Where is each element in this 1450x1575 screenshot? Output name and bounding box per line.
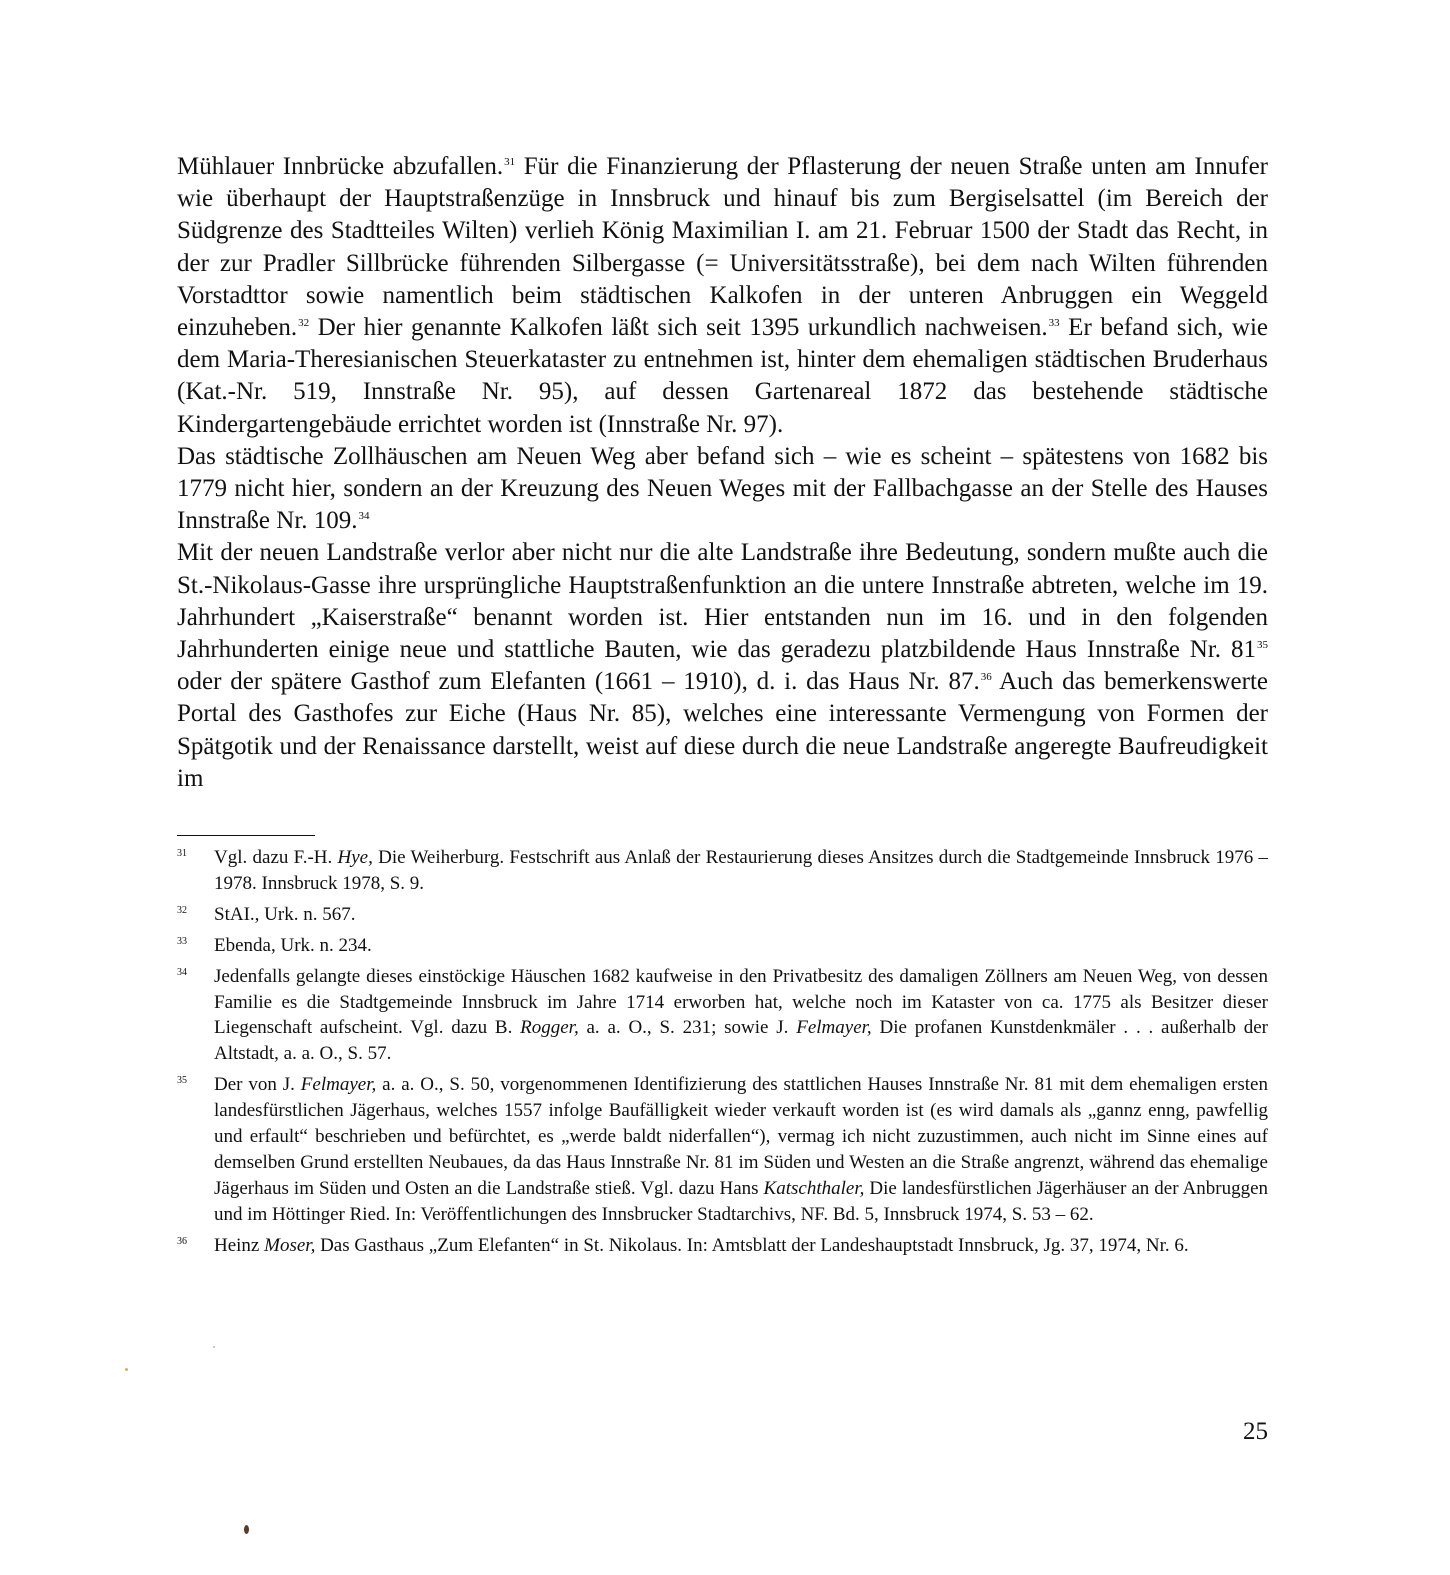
text-run: Vgl. dazu F.-H. <box>214 847 338 868</box>
footnote-34 <box>177 964 1268 1068</box>
footnote-32 <box>177 902 1268 928</box>
text-run: Das städtische Zollhäuschen am Neuen Weg aber befand sich – wie es scheint – spätestens von 1682 bis 1779 nicht hier, sondern an der Kreuzung des Neuen Weges mit der Fallbachgasse an der Stelle des Hauses Innstraße Nr. 109. <box>177 442 1268 535</box>
text-run: Der von J. <box>214 1074 301 1096</box>
footnote-number: 31 <box>177 848 187 859</box>
footnote-36 <box>177 1233 1268 1259</box>
footnote-ref-35[interactable]: 35 <box>1257 638 1268 651</box>
text-run: a. a. O., S. 50, vorgenommenen Identifizierung des stattlichen Hauses Innstraße Nr. 81 mit dem ehemaligen ersten landesfürstlichen Jägerhaus, welches 1557 infolge Baufälligkeit wieder verkauft worden ist (es wird damals als „gannz enng, pawfellig und erfault“ beschrieben und befürchtet, es „werde baldt niderfallen“), vermag ich nicht zuzustimmen, auch nicht im Sinne eines auf demselben Grund erstellten Neubaues, da das Haus Innstraße Nr. 81 im Süden und Westen an die Straße angrenzt, während das ehemalige Jägerhaus im Süden und Osten an die Landstraße stieß. Vgl. dazu Hans <box>214 1074 1268 1199</box>
scan-speck <box>213 1346 215 1348</box>
scan-speck <box>125 1368 128 1371</box>
text-run: Die landesfürstlichen Jägerhäuser an der Anbruggen und im Höttinger Ried. In: Veröffentlichungen des Innsbrucker Stadtarchivs, NF. Bd. 5, Innsbruck 1974, S. 53 – 62. <box>214 1177 1268 1225</box>
footnote-number: 32 <box>177 904 187 916</box>
author-name: Rogger, <box>520 1017 579 1039</box>
footnotes <box>177 845 1268 1264</box>
footnote-ref-33[interactable]: 33 <box>1048 316 1060 329</box>
paragraph-2 <box>177 441 1268 538</box>
text-run: Mühlauer Innbrücke abzufallen. <box>177 153 504 180</box>
author-name: Moser, <box>264 1234 316 1256</box>
text-run: a. a. O., S. 231; sowie J. <box>578 1017 797 1039</box>
footnote-ref-34[interactable]: 34 <box>358 509 370 522</box>
footnote-number: 33 <box>177 935 187 947</box>
footnote-number: 34 <box>177 966 187 978</box>
text-run: oder der spätere Gasthof zum Elefanten (1661 – 1910), d. i. das Haus Nr. 87. <box>177 668 980 696</box>
text-run: Mit der neuen Landstraße verlor aber nicht nur die alte Landstraße ihre Bedeutung, sondern mußte auch die St.-Nikolaus-Gasse ihre ursprüngliche Hauptstraßenfunktion an die untere Innstraße abtreten, welche im 19. Jahrhundert „Kaiserstraße“ benannt worden ist. Hier entstanden nun im 16. und in den folgenden Jahrhunderten einige neue und stattliche Bauten, wie das geradezu platzbildende Haus Innstraße Nr. 81 <box>177 539 1268 664</box>
author-name: Felmayer, <box>796 1017 872 1039</box>
text-run: Die profanen Kunstdenkmäler . . . außerhalb der Altstadt, a. a. O., S. 57. <box>214 1017 1268 1065</box>
author-name: Katschthaler, <box>763 1177 865 1199</box>
footnote-35 <box>177 1072 1268 1227</box>
footnote-number: 36 <box>177 1235 187 1247</box>
paragraph-1 <box>177 151 1268 441</box>
text-run: Die Weiherburg. Festschrift aus Anlaß der Restaurierung dieses Ansitzes durch die Stadtgemeinde Innsbruck 1976 – 1978. Innsbruck 1978, S. 9. <box>214 847 1268 894</box>
footnote-33 <box>177 933 1268 959</box>
footnote-ref-31[interactable]: 31 <box>504 155 516 168</box>
author-name: Felmayer, <box>300 1074 377 1096</box>
text-run: Das Gasthaus „Zum Elefanten“ in St. Nikolaus. In: Amtsblatt der Landeshauptstadt Innsbruck, Jg. 37, 1974, Nr. 6. <box>315 1234 1189 1256</box>
text-run: Heinz <box>214 1234 265 1256</box>
page-number: 25 <box>1243 1418 1268 1445</box>
footnote-ref-36[interactable]: 36 <box>980 670 992 683</box>
author-name: Hye, <box>337 847 373 868</box>
text-run: Auch das bemerkenswerte Portal des Gasthofes zur Eiche (Haus Nr. 85), welches eine interessante Vermengung von Formen der Spätgotik und der Renaissance darstellt, weist auf diese durch die neue Landstraße angeregte Baufreudigkeit im <box>177 668 1268 792</box>
text-run: StAI., Urk. n. 567. <box>214 903 356 925</box>
footnote-separator <box>177 835 315 836</box>
footnote-ref-32[interactable]: 32 <box>298 316 310 329</box>
footnote-number: 35 <box>177 1075 187 1087</box>
text-run: Jedenfalls gelangte dieses einstöckige Häuschen 1682 kaufweise in den Privatbesitz des damaligen Zöllners am Neuen Weg, von dessen Familie es die Stadtgemeinde Innsbruck im Jahre 1714 erworben hat, welche noch im Kataster von ca. 1775 als Besitzer dieser Liegenschaft aufscheint. Vgl. dazu B. <box>214 965 1268 1039</box>
text-run: Ebenda, Urk. n. 234. <box>214 934 372 956</box>
main-text <box>177 151 1268 795</box>
paragraph-3 <box>177 537 1268 795</box>
text-run: Für die Finanzierung der Pflasterung der neuen Straße unten am Innufer wie überhaupt der Hauptstraßenzüge in Innsbruck und hinauf bis zum Bergiselsattel (im Bereich der Südgrenze des Stadtteiles Wilten) verlieh König Maximilian I. am 21. Februar 1500 der Stadt das Recht, in der zur Pradler Sillbrücke führenden Silbergasse (= Universitätsstraße), bei dem nach Wilten führenden Vorstadttor sowie namentlich beim städtischen Kalkofen in der unteren Anbruggen ein Weggeld einzuheben. <box>177 153 1268 342</box>
text-run: Der hier genannte Kalkofen läßt sich seit 1395 urkundlich nachweisen. <box>309 314 1048 342</box>
scan-speck <box>244 1525 249 1534</box>
footnote-31 <box>177 845 1268 897</box>
text-run: Er befand sich, wie dem Maria-Theresianischen Steuerkataster zu entnehmen ist, hinter dem ehemaligen städtischen Bruderhaus (Kat.-Nr. 519, Innstraße Nr. 95), auf dessen Gartenareal 1872 das bestehende städtische Kindergartengebäude errichtet worden ist (Innstraße Nr. 97). <box>177 314 1269 438</box>
